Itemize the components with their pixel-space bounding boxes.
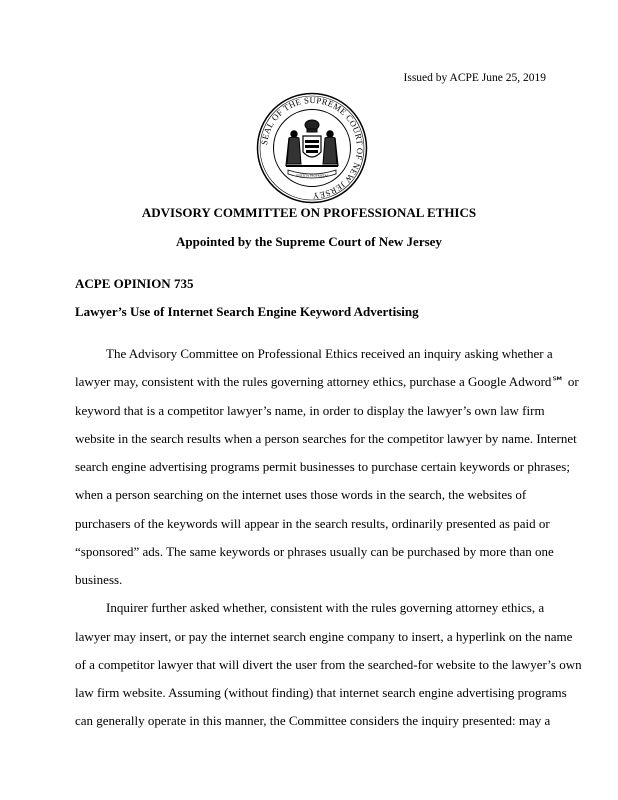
body-line: can generally operate in this manner, the Committee considers the inquiry presented: may a [75,713,551,728]
body-line: The Advisory Committee on Professional Ethics received an inquiry asking whether a [106,346,553,361]
committee-heading: ADVISORY COMMITTEE ON PROFESSIONAL ETHICS [141,205,477,220]
appointed-subheading: Appointed by the Supreme Court of New Jersey [176,234,442,249]
seal-ring-text: SEAL OF THE SUPREME COURT OF NEW JERSEY [259,94,366,202]
court-seal-graphic [256,92,368,204]
seal-scroll-text: JUSTITIA PROPRIETAS [295,173,329,178]
body-line: business. [75,572,123,587]
body-line: keyword that is a competitor lawyer’s name, in order to display the lawyer’s own law firm [75,403,545,418]
opinion-title: Lawyer’s Use of Internet Search Engine Keyword Advertising [75,304,419,319]
body-line: lawyer may, consistent with the rules governing attorney ethics, purchase a Google Adword℠ or [75,374,579,389]
court-seal-logo [256,92,368,204]
body-line: Inquirer further asked whether, consistent with the rules governing attorney ethics, a [106,600,545,615]
body-line: lawyer may insert, or pay the internet search engine company to insert, a hyperlink on the name [75,629,573,644]
body-line: search engine advertising programs permit businesses to purchase certain keywords or phrases; [75,459,570,474]
opinion-number: ACPE OPINION 735 [75,276,194,291]
body-line: purchasers of the keywords will appear in the search results, ordinarily presented as paid or [75,516,550,531]
body-line: of a competitor lawyer that will divert the user from the searched-for website to the lawyer’s own [75,657,582,672]
body-line: law firm website. Assuming (without finding) that internet search engine advertising programs [75,685,567,700]
body-line: when a person searching on the internet uses those words in the search, the websites of [75,487,527,502]
body-line: “sponsored” ads. The same keywords or phrases usually can be purchased by more than one [75,544,554,559]
issued-date: Issued by ACPE June 25, 2019 [403,72,546,84]
body-line: website in the search results when a person searches for the competitor lawyer by name. Internet [75,431,577,446]
